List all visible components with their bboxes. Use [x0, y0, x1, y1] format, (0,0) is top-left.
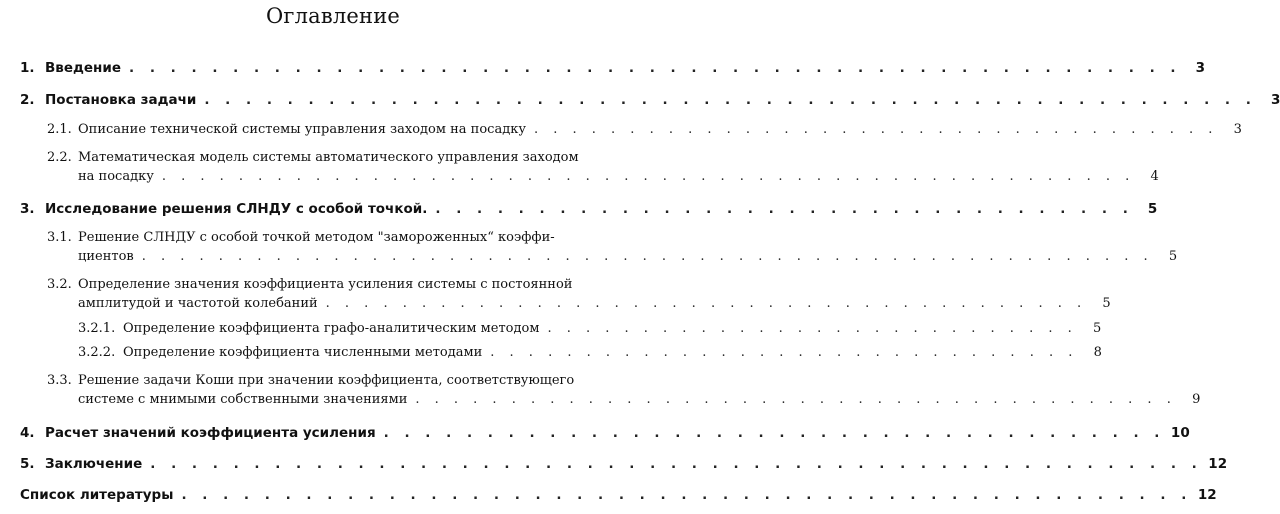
toc-entry-3-3[interactable]: [47, 373, 646, 388]
toc-entry-page: 3: [1270, 92, 1280, 108]
toc-leader-dots: . . . . . . . . . . . . . . . . . . . . . . . . . . . . . . . . . . . . . . . . . . . . . . . . . . .: [161, 169, 1135, 184]
toc-entry-page: 3: [1195, 60, 1206, 76]
toc-leader-dots: . . . . . . . . . . . . . . . . . . . . . . . . . . . . . . . . . . . .: [533, 122, 1218, 137]
toc-entry-title: Постановка задачи: [45, 92, 197, 108]
toc-entry-title: Решение СЛНДУ с особой точкой методом "замороженных“ коэффи-: [78, 230, 555, 245]
toc-entry-3-1[interactable]: [47, 230, 646, 245]
toc-entry-title: Определение значения коэффициента усиления системы с постоянной: [78, 277, 573, 292]
toc-entry-2-1[interactable]: [47, 122, 1242, 137]
toc-entry-3-1-continuation[interactable]: [78, 249, 1178, 264]
toc-entry-number: 3.: [20, 201, 35, 217]
toc-entry-title-continuation: на посадку: [78, 169, 154, 184]
toc-entry-title-continuation: системе с мнимыми собственными значениями: [78, 392, 408, 407]
toc-entry-3-2-2[interactable]: [78, 345, 1102, 360]
toc-entry-2-2[interactable]: [47, 150, 646, 165]
toc-leader-dots: . . . . . . . . . . . . . . . . . . . . . . . . . . . . . . . . . . . . . . . . . . . . . . . . . . . . .: [141, 249, 1154, 264]
toc-leader-dots: . . . . . . . . . . . . . . . . . . . . . . . . . . . . . . . . . . . . . . . . . . . . . . . . . . .: [150, 456, 1203, 472]
toc-entry-title-continuation: амплитудой и частотой колебаний: [78, 296, 318, 311]
toc-entry-page: 9: [1192, 392, 1201, 407]
page-title: Оглавление: [265, 4, 401, 28]
toc-entry-3-3-continuation[interactable]: [78, 392, 1201, 407]
toc-leader-dots: . . . . . . . . . . . . . . . . . . . . . . . . . . . . . . . . . . . . . . . .: [325, 296, 1087, 311]
toc-entry-page: 10: [1170, 425, 1190, 441]
toc-entry-title: Введение: [45, 60, 121, 76]
toc-entry-title: Определение коэффициента численными методами: [123, 345, 483, 360]
toc-entry-bibliography[interactable]: [20, 487, 1217, 503]
toc-entry-2[interactable]: [20, 92, 1280, 108]
toc-entry-3-2[interactable]: [47, 277, 646, 292]
toc-leader-dots: . . . . . . . . . . . . . . . . . . . . . . . . . . . . . . . . . . . . . .: [383, 425, 1165, 441]
toc-entry-title: Определение коэффициента графо-аналитическим методом: [123, 321, 540, 336]
toc-leader-dots: . . . . . . . . . . . . . . . . . . . . . . . . . . . . . . . . . .: [435, 201, 1134, 217]
toc-entry-5[interactable]: [20, 456, 1228, 472]
toc-leader-dots: . . . . . . . . . . . . . . . . . . . . . . . . . . . . . . . . . . . . . . . . . . . . . . . . . . .: [204, 92, 1257, 108]
toc-entry-page: 4: [1150, 169, 1159, 184]
toc-entry-3-2-1[interactable]: [78, 321, 1102, 336]
toc-entry-page: 3: [1233, 122, 1242, 137]
toc-entry-number: 2.: [20, 92, 35, 108]
toc-entry-page: 5: [1102, 296, 1111, 311]
toc-entry-title: Исследование решения СЛНДУ с особой точкой.: [45, 201, 428, 217]
toc-leader-dots: . . . . . . . . . . . . . . . . . . . . . . . . . . . . . . . . . . . . . . . . . . . . . . . . . . .: [129, 60, 1182, 76]
toc-entry-number: 2.2.: [47, 150, 72, 165]
toc-entry-1[interactable]: [20, 60, 1206, 76]
toc-leader-dots: . . . . . . . . . . . . . . . . . . . . . . . . . . . .: [547, 321, 1078, 336]
toc-entry-title: Описание технической системы управления заходом на посадку: [78, 122, 526, 137]
toc-entry-title-continuation: циентов: [78, 249, 134, 264]
toc-entry-3[interactable]: [20, 201, 1158, 217]
toc-entry-2-2-continuation[interactable]: [78, 169, 1159, 184]
toc-entry-page: 12: [1197, 487, 1217, 503]
toc-entry-number: 3.1.: [47, 230, 72, 245]
toc-entry-number: 1.: [20, 60, 35, 76]
toc-entry-page: 5: [1147, 201, 1158, 217]
toc-entry-page: 8: [1093, 345, 1102, 360]
toc-entry-title: Математическая модель системы автоматического управления заходом: [78, 150, 579, 165]
toc-leader-dots: . . . . . . . . . . . . . . . . . . . . . . . . . . . . . . . . . . . . . . . .: [415, 392, 1177, 407]
toc-entry-title: Решение задачи Коши при значении коэффициента, соответствующего: [78, 373, 575, 388]
toc-entry-number: 5.: [20, 456, 35, 472]
toc-entry-title: Заключение: [45, 456, 143, 472]
toc-entry-3-2-continuation[interactable]: [78, 296, 1111, 311]
toc-entry-number: 3.3.: [47, 373, 72, 388]
toc-entry-page: 12: [1208, 456, 1228, 472]
toc-leader-dots: . . . . . . . . . . . . . . . . . . . . . . . . . . . . . . .: [490, 345, 1078, 360]
toc-entry-number: 3.2.1.: [78, 321, 116, 336]
toc-leader-dots: . . . . . . . . . . . . . . . . . . . . . . . . . . . . . . . . . . . . . . . . . . . . . . . . .: [181, 487, 1192, 503]
toc-entry-number: 2.1.: [47, 122, 72, 137]
toc-entry-page: 5: [1092, 321, 1102, 336]
toc-entry-number: 3.2.: [47, 277, 72, 292]
toc-entry-number: 4.: [20, 425, 35, 441]
toc-entry-title: Расчет значений коэффициента усиления: [45, 425, 376, 441]
toc-entry-4[interactable]: [20, 425, 1190, 441]
toc-entry-number: 3.2.2.: [78, 345, 116, 360]
toc-entry-page: 5: [1168, 249, 1178, 264]
toc-entry-title: Список литературы: [20, 487, 174, 503]
